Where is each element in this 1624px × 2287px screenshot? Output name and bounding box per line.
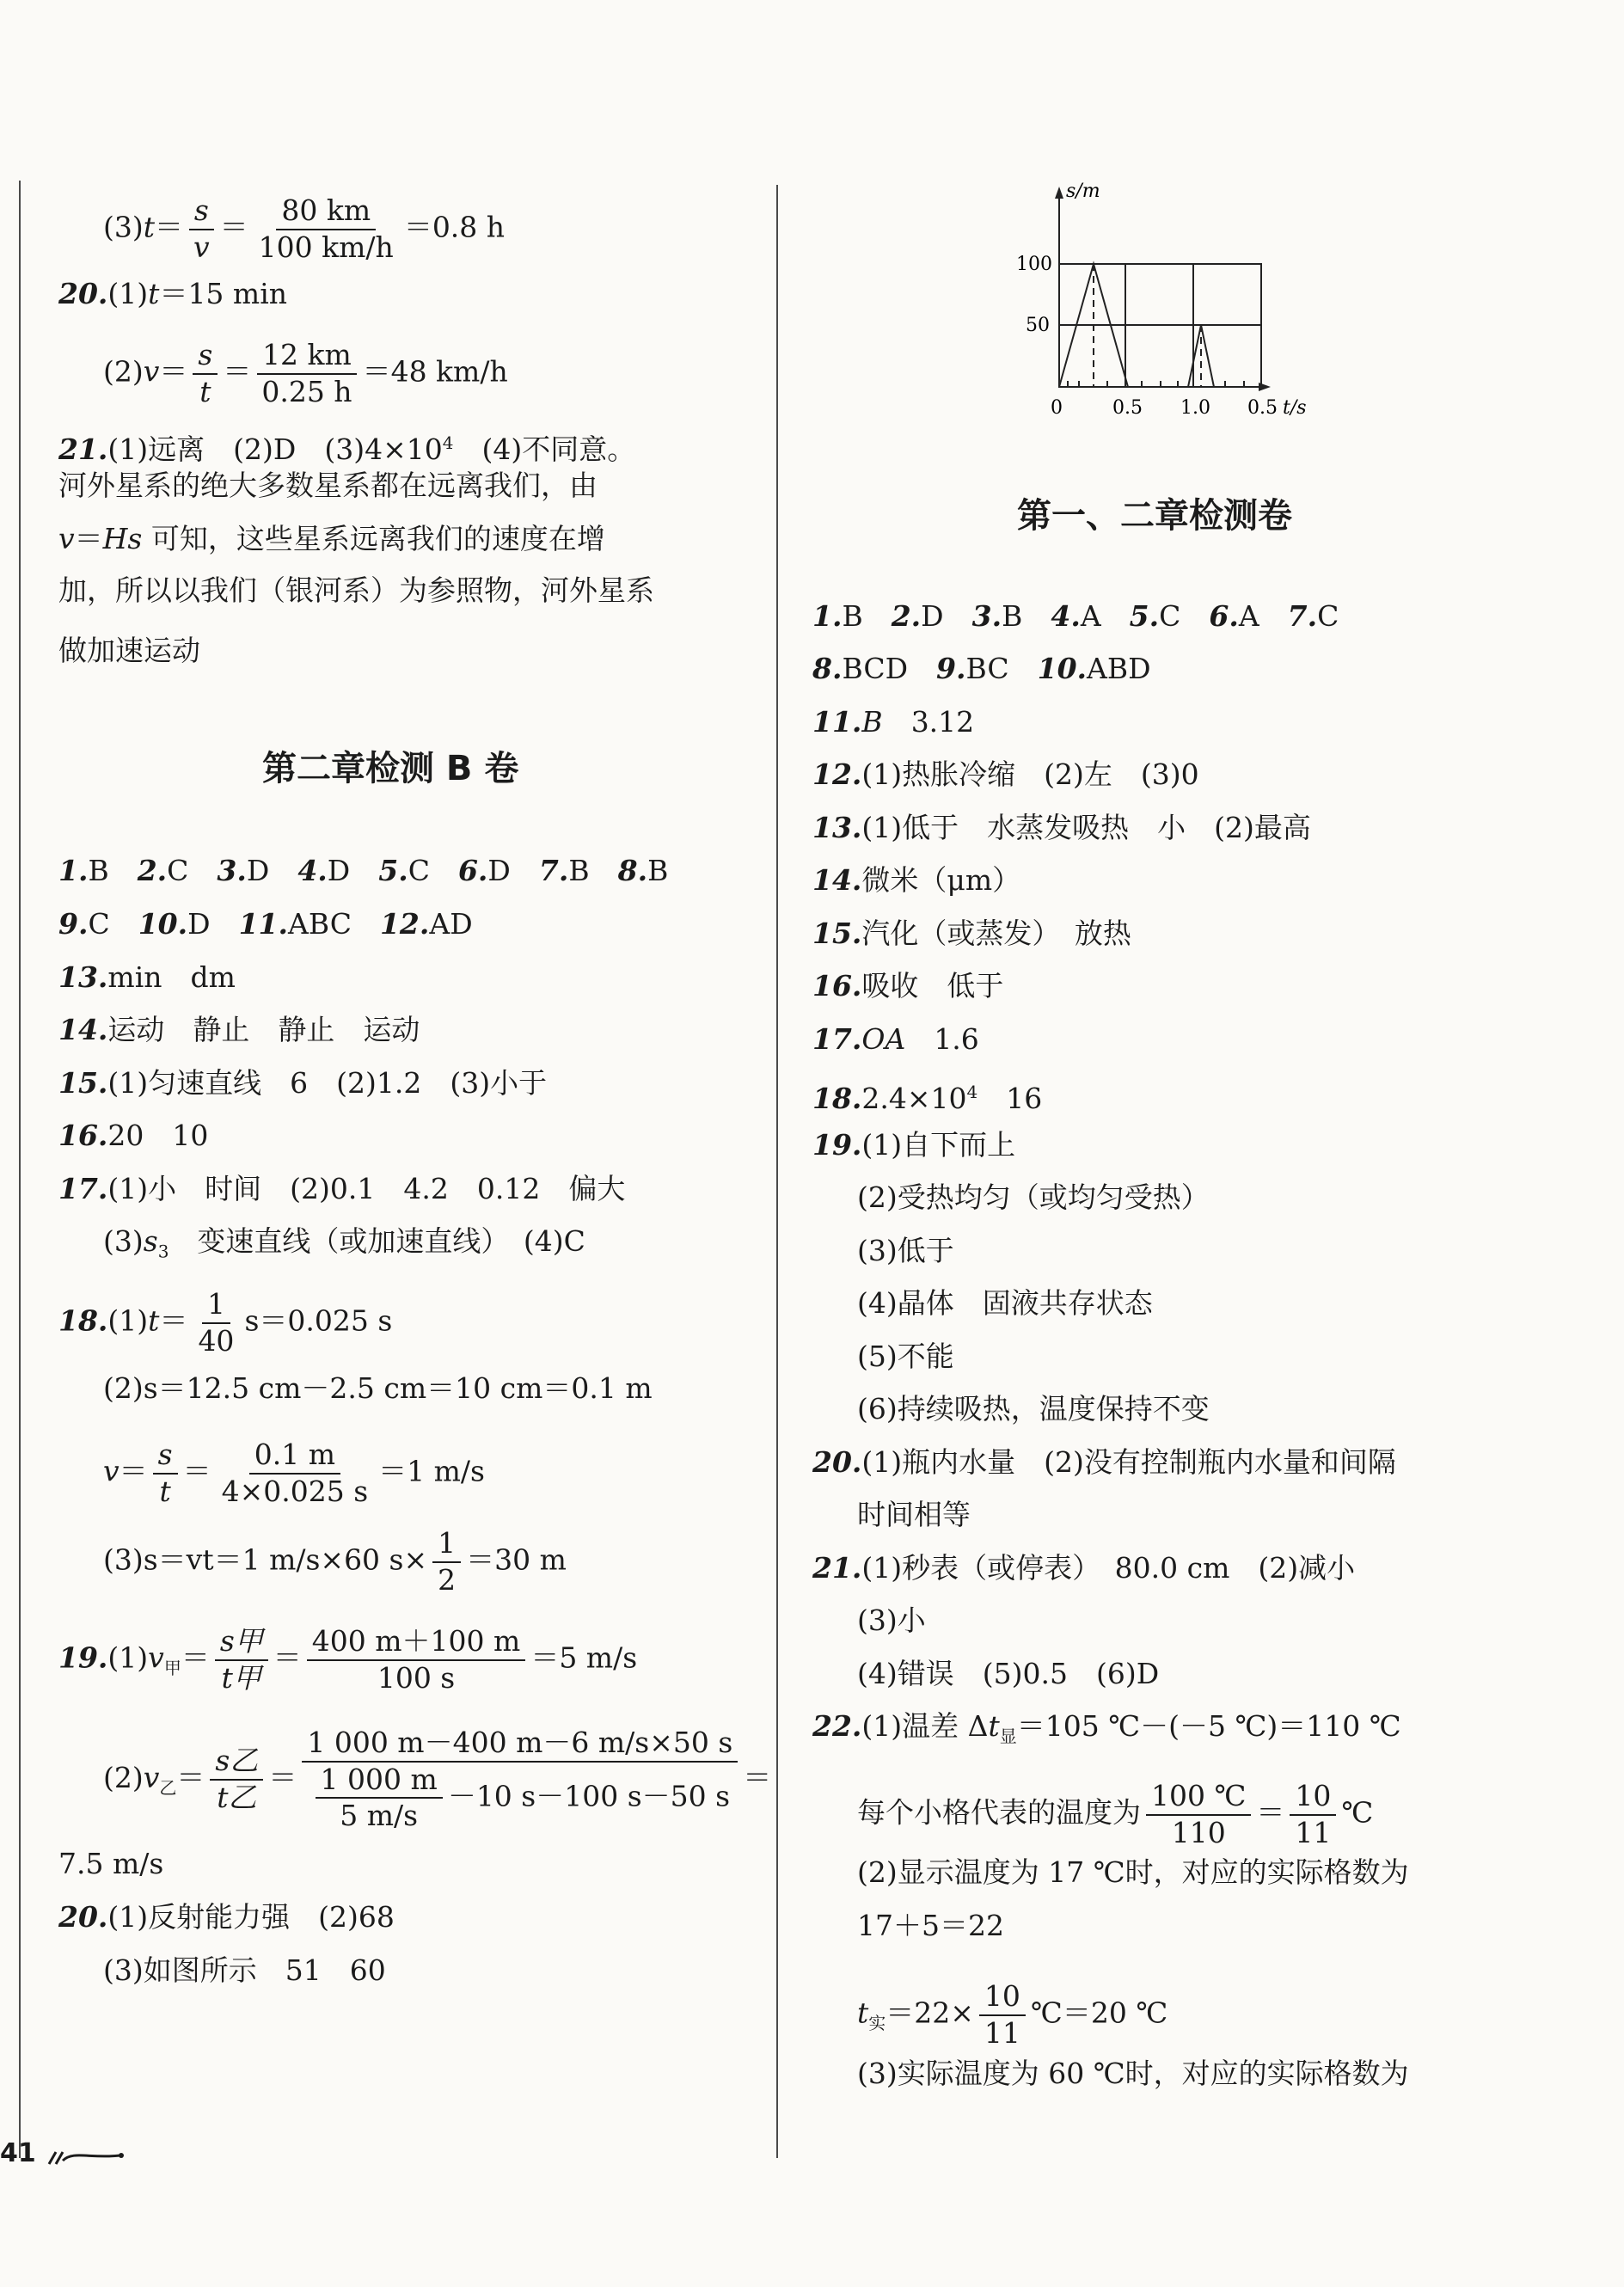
var-s: s	[143, 1224, 158, 1258]
question-number: 2.	[137, 854, 168, 887]
x-tick-1.0: 1.0	[1180, 397, 1210, 419]
answer-text: (1)远离 (2)D (3)4×10	[107, 432, 443, 466]
question-number: 18.	[58, 1303, 108, 1338]
denominator: 100 s	[377, 1660, 456, 1695]
numerator: 400 m＋100 m	[307, 1627, 526, 1661]
answer-text: 3.12	[882, 705, 975, 739]
numerator: s	[153, 1440, 178, 1475]
answer-17-line2	[58, 1224, 585, 1269]
choice-answer: D	[187, 907, 239, 941]
choice-answer: B	[842, 599, 892, 633]
answer-text: 汽化（或蒸发） 放热	[861, 917, 1131, 950]
answer-22-line4: 17＋5＝22	[857, 1909, 1004, 1942]
answer-text: 20 10	[107, 1119, 209, 1152]
question-number: 6.	[457, 854, 488, 887]
choice-answer: C	[408, 854, 458, 887]
x-tick-0: 0	[1051, 397, 1063, 419]
choice-answer: A	[1238, 599, 1288, 633]
fraction-values	[307, 1624, 526, 1695]
page-ornament	[47, 2147, 125, 2167]
question-number: 9.	[936, 652, 966, 685]
answer-21-line4: 加，所以以我们（银河系）为参照物，河外星系	[58, 573, 654, 607]
numerator: s乙	[210, 1746, 263, 1781]
y-axis-arrow	[1055, 187, 1063, 199]
answer-18-part3	[58, 1526, 567, 1597]
x-tick-0.5: 0.5	[1112, 397, 1143, 419]
equals: ＝	[155, 210, 184, 244]
equals: ＝	[268, 1760, 297, 1794]
numerator: 100 ℃	[1146, 1781, 1251, 1816]
numerator: 1 000 m－400 m－6 m/s×50 s	[302, 1728, 738, 1763]
answer-14	[58, 1013, 420, 1047]
denominator: 2	[438, 1562, 457, 1597]
result: ＝48 km/h	[362, 354, 508, 389]
answer-text: (3)s＝vt＝1 m/s×60 s×	[103, 1542, 428, 1577]
question-number: 5.	[1129, 599, 1160, 633]
answer-18-part1	[58, 1287, 393, 1358]
question-number: 1.	[58, 854, 89, 887]
choice-answer: C	[1317, 599, 1339, 633]
answer-22-line1	[812, 1709, 1401, 1754]
answer-text: B	[861, 705, 883, 739]
question-number: 22.	[812, 1709, 862, 1743]
y-tick-100: 100	[1016, 254, 1052, 275]
equals: ＝	[74, 522, 103, 555]
question-number: 6.	[1209, 599, 1239, 633]
equals: ＝	[223, 354, 252, 389]
equals: ＝	[1256, 1795, 1285, 1830]
part-label: (1)	[107, 1303, 149, 1338]
choice-answer: A	[1080, 599, 1130, 633]
answer-text: 1.6	[905, 1022, 979, 1056]
equals: ＝	[159, 354, 188, 389]
choice-answer: D	[327, 854, 379, 887]
denominator: 11	[984, 2015, 1020, 2050]
fraction-values	[217, 1440, 374, 1506]
fraction-10-over-11	[1290, 1781, 1336, 1848]
question-number: 20.	[58, 277, 108, 310]
answer-text: 吸收 低于	[861, 969, 1004, 1002]
subscript: 实	[868, 2013, 886, 2034]
answer-21-line1	[58, 426, 635, 467]
answer-text: (1)匀速直线 6 (2)1.2 (3)小于	[107, 1066, 548, 1100]
numerator: 12 km	[257, 340, 357, 375]
result: ＝1 m/s	[378, 1454, 485, 1488]
answer-text: min dm	[107, 960, 236, 994]
var-t: t	[988, 1709, 1000, 1743]
part-label: (2)	[103, 1760, 144, 1794]
choice-answer: BCD	[842, 652, 937, 685]
fraction-s-over-t	[153, 1440, 178, 1506]
left-margin-rule	[19, 181, 21, 2158]
answer-text: (1)温差 Δ	[861, 1709, 989, 1743]
subscript: 甲	[163, 1658, 181, 1679]
equals: ＝	[159, 1303, 188, 1338]
y-axis-label: s/m	[1066, 181, 1100, 202]
denominator: 4×0.025 s	[221, 1474, 369, 1508]
answer-22-line5	[812, 1979, 1168, 2050]
answer-17	[812, 1022, 979, 1057]
fraction-1000m-over-5ms	[316, 1762, 443, 1833]
answer-text: (1)秒表（或停表） 80.0 cm (2)减小	[861, 1551, 1356, 1585]
answer-21-line1	[812, 1551, 1355, 1585]
part-label: (3)	[103, 210, 144, 244]
answer-19-line2: (2)受热均匀（或均匀受热）	[857, 1180, 1210, 1214]
denominator: 0.25 h	[261, 374, 352, 408]
x-axis-label: t/s	[1283, 397, 1307, 419]
denominator: t甲	[221, 1660, 261, 1695]
question-number: 2.	[891, 599, 922, 633]
answers-row-1-7	[812, 599, 1339, 634]
question-number: 15.	[812, 917, 862, 950]
answer-19-part2	[58, 1728, 771, 1831]
var-t: t	[148, 1303, 160, 1338]
denominator: t乙	[217, 1780, 257, 1814]
answer-21-line2: 河外星系的绝大多数星系都在远离我们，由	[58, 469, 598, 502]
question-number: 4.	[297, 854, 328, 887]
choice-answer: C	[1159, 599, 1210, 633]
var-hs: Hs	[102, 522, 143, 555]
answer-21-line3	[58, 522, 605, 556]
answer-19-line5: (5)不能	[857, 1340, 954, 1373]
answer-17-line1	[58, 1172, 625, 1206]
var-v: v	[103, 1454, 120, 1488]
fraction-1-over-40	[193, 1287, 239, 1358]
fraction-values	[256, 340, 357, 407]
denominator: t	[199, 374, 211, 408]
result: ＝15 min	[159, 277, 288, 310]
question-number: 17.	[812, 1022, 862, 1056]
var-t: t	[143, 210, 156, 244]
answer-text: 运动 静止 静止 运动	[107, 1013, 420, 1046]
answer-text: 每个小格代表的温度为	[857, 1795, 1141, 1830]
answer-text: (1)自下而上	[861, 1128, 1016, 1162]
denominator: 110	[1171, 1815, 1226, 1849]
answer-13	[58, 960, 236, 995]
fraction-compound	[302, 1728, 738, 1831]
answer-text: 变速直线（或加速直线） (4)C	[169, 1224, 585, 1258]
answer-18	[812, 1075, 1042, 1116]
equals: ＝	[182, 1454, 211, 1488]
numerator: s甲	[215, 1627, 268, 1661]
equals: ＝	[273, 1640, 302, 1675]
question-number: 9.	[58, 907, 89, 941]
question-number: 12.	[379, 907, 430, 941]
answer-19-line3: (3)低于	[857, 1234, 954, 1267]
question-number: 21.	[812, 1551, 862, 1585]
question-number: 11.	[238, 907, 289, 941]
choice-answer: C	[88, 907, 138, 941]
page-number: 41	[0, 2138, 36, 2168]
denominator: 5 m/s	[340, 1799, 419, 1833]
choice-answer: D	[246, 854, 298, 887]
question-number: 4.	[1051, 599, 1081, 633]
fraction-s-over-t	[193, 340, 218, 407]
answer-16	[58, 1119, 208, 1153]
choice-answer: B	[1002, 599, 1051, 633]
numerator: 1 000 m	[316, 1765, 443, 1800]
numerator: 10	[1290, 1781, 1336, 1816]
question-number: 7.	[538, 854, 569, 887]
result: s＝0.025 s	[244, 1303, 393, 1338]
answer-19-part1	[58, 1624, 638, 1695]
question-number: 3.	[971, 599, 1002, 633]
denominator: v	[193, 230, 210, 264]
answer-text: 微米（μm）	[861, 863, 1021, 897]
question-number: 3.	[217, 854, 247, 887]
distance-time-chart	[997, 176, 1333, 426]
question-number: 19.	[58, 1640, 108, 1675]
answer-text: (1)瓶内水量 (2)没有控制瓶内水量和间隔	[861, 1445, 1396, 1479]
x-tick-1.5: 0.5	[1247, 397, 1278, 419]
question-number: 19.	[812, 1128, 862, 1162]
subscript: 3	[157, 1241, 169, 1262]
answer-text: OA	[861, 1022, 906, 1056]
answer-19-line4: (4)晶体 固液共存状态	[857, 1286, 1153, 1320]
question-number: 7.	[1287, 599, 1318, 633]
var-t: t	[857, 1996, 869, 2030]
answer-22-line6: (3)实际温度为 60 ℃时，对应的实际格数为	[857, 2057, 1409, 2090]
subscript: 乙	[159, 1777, 177, 1799]
fraction-s-over-v	[188, 193, 215, 264]
answer-20-part2	[58, 340, 508, 407]
answer-21-line2: (3)小	[857, 1603, 926, 1637]
answer-12	[812, 757, 1199, 792]
answers-row-1-8	[58, 854, 668, 888]
answer-text: (1)低于 水蒸发吸热 小 (2)最高	[861, 811, 1311, 844]
answer-20-part1	[58, 277, 287, 311]
answer-19-result: 7.5 m/s	[58, 1847, 164, 1880]
answer-text: (4)不同意。	[453, 432, 636, 466]
fraction-100-over-110	[1146, 1781, 1251, 1848]
answer-16	[812, 969, 1003, 1003]
denominator	[305, 1763, 736, 1831]
answer-text: (1)小 时间 (2)0.1 4.2 0.12 偏大	[107, 1172, 626, 1205]
answer-text: 2.4×10	[861, 1082, 967, 1115]
equals: ＝	[743, 1760, 772, 1794]
question-number: 17.	[58, 1172, 108, 1205]
section-title-chapter2-b: 第二章检测 B 卷	[262, 749, 519, 788]
exponent: 4	[966, 1082, 978, 1102]
question-number: 16.	[812, 969, 862, 1002]
answer-20-line1	[812, 1445, 1396, 1480]
answer-14	[812, 863, 1020, 898]
numerator: s	[193, 340, 218, 375]
numerator: 80 km	[276, 196, 376, 230]
answer-21-line5: 做加速运动	[58, 634, 200, 667]
result: ＝30 m	[466, 1542, 567, 1577]
question-number: 13.	[812, 811, 862, 844]
fraction-s-over-t	[210, 1746, 263, 1812]
part-label: (2)	[103, 354, 144, 389]
denominator: 100 km/h	[258, 230, 394, 264]
choice-answer: B	[88, 854, 138, 887]
question-number: 20.	[58, 1900, 108, 1934]
numerator: s	[189, 196, 214, 230]
equals: ＝	[176, 1760, 205, 1794]
part-label: (3)	[103, 1224, 144, 1258]
answer-text: ℃＝20 ℃	[1030, 1996, 1168, 2030]
answer-13	[812, 811, 1311, 845]
question-number: 15.	[58, 1066, 108, 1100]
answer-19-line1	[812, 1128, 1015, 1162]
answer-19-part3	[58, 193, 506, 264]
answer-15	[58, 1066, 547, 1101]
question-number: 14.	[58, 1013, 108, 1046]
question-number: 16.	[58, 1119, 108, 1152]
answer-19-line6: (6)持续吸热，温度保持不变	[857, 1392, 1210, 1426]
result: ＝0.8 h	[403, 210, 506, 244]
var-t: t	[148, 277, 160, 310]
denominator: t	[159, 1474, 171, 1508]
question-number: 8.	[617, 854, 648, 887]
choice-answer: BC	[965, 652, 1038, 685]
exponent: 4	[442, 432, 454, 453]
var-v: v	[143, 1760, 160, 1794]
choice-answer: AD	[429, 907, 473, 941]
y-tick-50: 50	[1026, 315, 1050, 336]
question-number: 10.	[138, 907, 188, 941]
column-divider	[776, 185, 778, 2158]
equals: ＝	[181, 1640, 210, 1675]
subscript: 显	[999, 1726, 1017, 1747]
answers-row-8-10	[812, 652, 1151, 686]
answer-22-line2	[812, 1781, 1373, 1848]
numerator: 1	[432, 1529, 461, 1563]
section-title-chapter1-2: 第一、二章检测卷	[1017, 496, 1292, 536]
denominator: 40	[198, 1323, 235, 1358]
answer-text: ＝105 ℃－(－5 ℃)＝110 ℃	[1016, 1709, 1401, 1743]
answer-18-part2: (2)s＝12.5 cm－2.5 cm＝10 cm＝0.1 m	[103, 1371, 653, 1405]
answer-11	[812, 705, 974, 739]
var-v: v	[143, 354, 160, 389]
fraction-values	[254, 193, 399, 264]
choice-answer: B	[647, 854, 669, 887]
question-number: 5.	[378, 854, 408, 887]
var-v: v	[148, 1640, 164, 1675]
choice-answer: ABC	[288, 907, 380, 941]
answer-15	[812, 917, 1131, 951]
answer-text: (1)反射能力强 (2)68	[107, 1900, 395, 1934]
choice-answer: B	[568, 854, 618, 887]
question-number: 12.	[812, 757, 862, 791]
question-number: 13.	[58, 960, 108, 994]
question-number: 10.	[1037, 652, 1088, 685]
question-number: 8.	[812, 652, 843, 685]
var-v: v	[58, 522, 75, 555]
question-number: 18.	[812, 1082, 862, 1115]
question-number: 21.	[58, 432, 108, 466]
answer-18-velocity	[58, 1440, 485, 1506]
fraction-s-over-t	[215, 1624, 268, 1695]
unit: ℃	[1341, 1795, 1374, 1830]
equals: ＝	[219, 210, 248, 244]
choice-answer: C	[167, 854, 218, 887]
question-number: 14.	[812, 863, 862, 897]
denominator-rest: －10 s－100 s－50 s	[447, 1779, 731, 1813]
numerator: 10	[979, 1982, 1026, 2016]
question-number: 1.	[812, 599, 843, 633]
answer-text: 可知，这些星系远离我们的速度在增	[142, 522, 605, 555]
fraction-10-over-11	[979, 1979, 1026, 2050]
part-label: (1)	[107, 1640, 149, 1675]
answers-row-9-12	[58, 907, 473, 941]
question-number: 11.	[812, 705, 862, 739]
choice-answer: D	[921, 599, 972, 633]
question-number: 20.	[812, 1445, 862, 1479]
answer-text: (1)热胀冷缩 (2)左 (3)0	[861, 757, 1199, 791]
denominator: 11	[1295, 1815, 1332, 1849]
fraction-1-over-2	[432, 1526, 461, 1597]
part-label: (1)	[107, 277, 149, 310]
answer-20-line2: 时间相等	[857, 1498, 971, 1531]
answer-text: ＝22×	[886, 1996, 974, 2030]
answer-22-line3: (2)显示温度为 17 ℃时，对应的实际格数为	[857, 1855, 1409, 1889]
result: ＝5 m/s	[530, 1640, 638, 1675]
numerator: 0.1 m	[249, 1440, 340, 1475]
equals: ＝	[119, 1454, 148, 1488]
choice-answer: ABD	[1087, 652, 1151, 685]
choice-answer: D	[487, 854, 539, 887]
answer-text: 16	[977, 1082, 1043, 1115]
answer-20b-line1	[58, 1900, 395, 1934]
numerator: 1	[202, 1290, 230, 1324]
answer-21-line3: (4)错误 (5)0.5 (6)D	[857, 1657, 1160, 1690]
answer-20b-line2: (3)如图所示 51 60	[103, 1953, 386, 1987]
